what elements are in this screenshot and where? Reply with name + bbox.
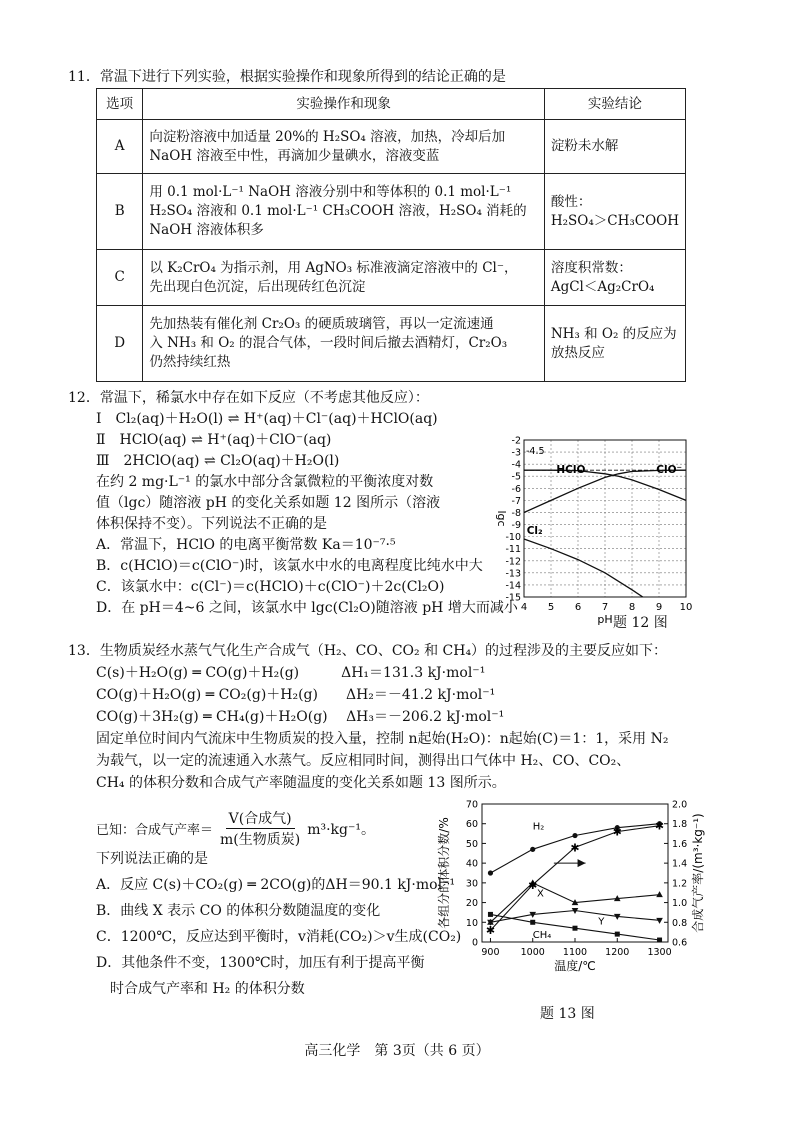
conclusion-line: 酸性： [550, 193, 592, 210]
y-tick-label: -5 [511, 471, 521, 483]
option-letter: D [97, 306, 143, 382]
y-tick-label: -10 [505, 532, 521, 544]
y-right-axis-label: 合成气产率/(m³·kg⁻¹) [691, 813, 705, 933]
q12-option-d: D．在 pH＝4~6 之间，该氯水中 lgc(Cl₂O)随溶液 pH 增大而减小 [96, 600, 518, 616]
reaction-line: Ⅱ HClO(aq) ⇌ H⁺(aq)＋ClO⁻(aq) [96, 432, 332, 448]
q12-block [68, 388, 518, 619]
figure-12-chart [492, 432, 698, 628]
q13-option-c: C．1200℃，反应达到平衡时，v消耗(CO₂)＞v生成(CO₂) [96, 929, 462, 945]
x-tick-label: 4 [520, 602, 528, 613]
y-tick-label: 30 [465, 878, 478, 890]
y-tick-label: -4 [511, 459, 521, 471]
y-tick-label: -6 [511, 483, 521, 495]
y-tick-label: -8 [511, 507, 521, 519]
reaction-line: C(s)＋H₂O(g) ═ CO(g)＋H₂(g) ΔH₁＝131.3 kJ·mol⁻¹ [96, 665, 486, 681]
x-tick-label: 7 [601, 602, 609, 613]
operation-line: 入 NH₃ 和 O₂ 的混合气体，一段时间后撤去酒精灯，Cr₂O₃ [149, 335, 508, 351]
y-tick-label: 10 [465, 917, 478, 929]
x-tick-label: 9 [655, 602, 663, 613]
series-label: X [536, 888, 544, 900]
fraction [217, 808, 303, 849]
y-right-tick-label: 0.6 [672, 937, 688, 949]
y-tick-label: -2 [511, 435, 521, 447]
y-tick-label: -12 [505, 556, 521, 568]
fraction-denominator: m(生物质炭) [220, 832, 301, 848]
table-header: 实验结论 [544, 89, 685, 120]
arrow-head [578, 859, 586, 867]
operation-cell [143, 250, 545, 306]
q13-block [68, 640, 668, 794]
x-tick-label: 6 [574, 602, 582, 613]
q12-option-c: C．该氯水中：c(Cl⁻)＝c(HClO)＋c(ClO⁻)＋2c(Cl₂O) [96, 579, 445, 595]
table-header: 实验操作和现象 [143, 89, 545, 120]
q13-option-d: D．其他条件不变，1300℃时，加压有利于提高平衡 [96, 955, 425, 971]
y-tick-label: 0 [471, 937, 478, 949]
y-tick-label: -9 [511, 520, 521, 532]
data-point [573, 926, 578, 931]
operation-cell [143, 174, 545, 250]
figure-12-caption: 题 12 图 [613, 615, 668, 631]
data-point [488, 912, 493, 917]
series-label: ClO⁻ [656, 464, 683, 477]
q12-text: 在约 2 mg·L⁻¹ 的氯水中部分含氯微粒的平衡浓度对数 [96, 474, 434, 490]
known-unit: m³·kg⁻¹。 [307, 821, 376, 838]
y-tick-label: -3 [511, 447, 521, 459]
y-tick-label: 40 [465, 858, 478, 870]
known-formula [96, 808, 375, 849]
x-axis-label: pH [597, 613, 613, 626]
table-row [97, 174, 686, 250]
data-point [657, 938, 662, 943]
q13-option-b: B．曲线 X 表示 CO 的体积分数随温度的变化 [96, 903, 381, 919]
figure-13-chart [436, 790, 712, 996]
series-label: CH₄ [532, 930, 552, 942]
q12-option-b: B．c(HClO)＝c(ClO⁻)时，该氯水中水的电离程度比纯水中大 [96, 558, 483, 574]
experiment-table [96, 88, 686, 382]
data-point [530, 920, 535, 925]
conclusion-cell [544, 250, 685, 306]
reaction-line: CO(g)＋3H₂(g) ═ CH₄(g)＋H₂O(g) ΔH₃＝－206.2 kJ·mol⁻¹ [96, 709, 505, 725]
x-tick-label: 1300 [647, 947, 672, 958]
known-prefix: 已知：合成气产率＝ [96, 823, 214, 838]
table-header: 选项 [97, 89, 143, 120]
y-tick-label: 70 [465, 799, 478, 811]
reaction-line: Ⅰ Cl₂(aq)＋H₂O(l) ⇌ H⁺(aq)＋Cl⁻(aq)＋HClO(aq) [96, 411, 438, 427]
x-axis-label: 温度/℃ [554, 959, 596, 973]
x-tick-label: 1100 [562, 947, 588, 958]
data-point: ✱ [570, 841, 580, 855]
x-tick-label: 900 [481, 947, 500, 958]
conclusion-cell [544, 174, 685, 250]
q13-text: 固定单位时间内气流床中生物质炭的投入量，控制 n起始(H₂O)：n起始(C)＝1：1，采用 N₂ [96, 731, 669, 747]
operation-line: H₂SO₄ 溶液和 0.1 mol·L⁻¹ CH₃COOH 溶液，H₂SO₄ 消耗的 [149, 203, 527, 219]
operation-cell [143, 306, 545, 382]
series-label: HClO [556, 464, 586, 477]
operation-line: 以 K₂CrO₄ 为指示剂，用 AgNO₃ 标准液滴定溶液中的 Cl⁻， [149, 259, 518, 276]
data-point [615, 932, 620, 937]
plot-frame [482, 804, 668, 942]
x-tick-label: 5 [547, 602, 555, 613]
table-header-row [97, 89, 686, 120]
operation-cell [143, 120, 545, 174]
y-tick-label: -7 [511, 495, 521, 507]
series-label: Cl₂ [526, 525, 543, 538]
operation-line: 向淀粉溶液中加适量 20%的 H₂SO₄ 溶液，加热，冷却后加 [149, 128, 506, 145]
reaction-line: Ⅲ 2HClO(aq) ⇌ Cl₂O(aq)＋H₂O(l) [96, 453, 340, 469]
y-tick-label: 60 [465, 819, 478, 831]
table-row [97, 120, 686, 174]
q13-option-d-cont: 时合成气产率和 H₂ 的体积分数 [96, 981, 305, 997]
y-axis-label: 各组分的体积分数/% [437, 817, 451, 929]
table-row [97, 306, 686, 382]
y-right-tick-label: 1.4 [672, 858, 688, 870]
operation-line: 先出现白色沉淀，后出现砖红色沉淀 [149, 278, 366, 295]
conclusion-cell [544, 306, 685, 382]
conclusion-line: H₂SO₄＞CH₃COOH [550, 212, 679, 229]
q12-stem: 12．常温下，稀氯水中存在如下反应（不考虑其他反应）： [68, 390, 429, 406]
option-letter: B [97, 174, 143, 250]
table-row [97, 250, 686, 306]
x-tick-label: 8 [628, 602, 636, 613]
conclusion-line: 溶度积常数： [550, 259, 632, 276]
q11-stem: 11．常温下进行下列实验，根据实验操作和现象所得到的结论正确的是 [68, 69, 506, 85]
q12-option-a: A．常温下，HClO 的电离平衡常数 Ka＝10⁻⁷·⁵ [96, 537, 396, 553]
x-tick-label: 10 [679, 602, 693, 613]
y-right-tick-label: 1.2 [672, 878, 688, 890]
y-right-tick-label: 2.0 [672, 799, 688, 811]
conclusion-cell [544, 120, 685, 174]
q13-text: CH₄ 的体积分数和合成气产率随温度的变化关系如题 13 图所示。 [96, 775, 506, 791]
x-tick-label: 1200 [605, 947, 630, 958]
annotation-label: -4.5 [526, 445, 545, 457]
y-tick-label: -14 [505, 580, 521, 592]
data-point: ✱ [612, 825, 622, 839]
y-right-tick-label: 1.8 [672, 819, 688, 831]
y-right-tick-label: 1.0 [672, 898, 688, 910]
data-point [530, 847, 535, 852]
data-point [656, 918, 663, 924]
y-right-tick-label: 1.6 [672, 838, 688, 850]
operation-line: 先加热装有催化剂 Cr₂O₃ 的硬质玻璃管，再以一定流速通 [149, 316, 494, 332]
conclusion-line: AgCl＜Ag₂CrO₄ [550, 278, 655, 295]
fraction-numerator: V(合成气) [226, 808, 295, 829]
option-letter: A [97, 120, 143, 174]
y-right-tick-label: 0.8 [672, 917, 688, 929]
q13-text: 为载气，以一定的流速通入水蒸气。反应相同时间，测得出口气体中 H₂、CO、CO₂、 [96, 753, 631, 769]
operation-line: NaOH 溶液体积多 [149, 222, 264, 238]
data-point: ✱ [528, 878, 538, 892]
series-label: H₂ [532, 821, 545, 833]
series-line [524, 539, 643, 597]
conclusion-line: 放热反应 [550, 344, 605, 361]
operation-line: 用 0.1 mol·L⁻¹ NaOH 溶液分别中和等体积的 0.1 mol·L⁻¹ [149, 184, 512, 200]
y-tick-label: 50 [465, 838, 478, 850]
option-letter: C [97, 250, 143, 306]
figure-13-caption: 题 13 图 [540, 1006, 595, 1022]
x-tick-label: 1000 [520, 947, 545, 958]
y-tick-label: -13 [505, 568, 521, 580]
reaction-line: CO(g)＋H₂O(g) ═ CO₂(g)＋H₂(g) ΔH₂＝－41.2 kJ·mol⁻¹ [96, 687, 496, 703]
y-tick-label: -15 [505, 592, 521, 604]
data-point: ✱ [485, 924, 496, 938]
q13-options-stem: 下列说法正确的是 [96, 851, 208, 867]
series-label: Y [598, 916, 605, 928]
operation-line: 仍然持续红热 [149, 354, 231, 370]
operation-line: NaOH 溶液至中性，再滴加少量碘水，溶液变蓝 [149, 147, 440, 164]
y-axis-label: lgc [495, 510, 508, 527]
data-point [572, 833, 577, 838]
q12-text: 体积保持不变）。下列说法不正确的是 [96, 516, 327, 532]
q13-option-a: A．反应 C(s)＋CO₂(g) ═ 2CO(g)的ΔH＝90.1 kJ·mol⁻¹ [96, 877, 456, 893]
q13-options [96, 846, 461, 1002]
conclusion-line: 淀粉未水解 [550, 138, 619, 154]
data-point [656, 891, 663, 897]
data-point [488, 870, 493, 875]
data-point: ✱ [654, 819, 665, 833]
page-footer: 高三化学 第 3页（共 6 页） [304, 1043, 490, 1059]
y-tick-label: 20 [465, 898, 478, 910]
q12-text: 值（lgc）随溶液 pH 的变化关系如题 12 图所示（溶液 [96, 495, 441, 511]
y-tick-label: -11 [505, 544, 521, 556]
q13-stem: 13．生物质炭经水蒸气气化生产合成气（H₂、CO、CO₂ 和 CH₄）的过程涉及的主要反应如下： [68, 643, 668, 659]
conclusion-line: NH₃ 和 O₂ 的反应为 [550, 325, 677, 342]
